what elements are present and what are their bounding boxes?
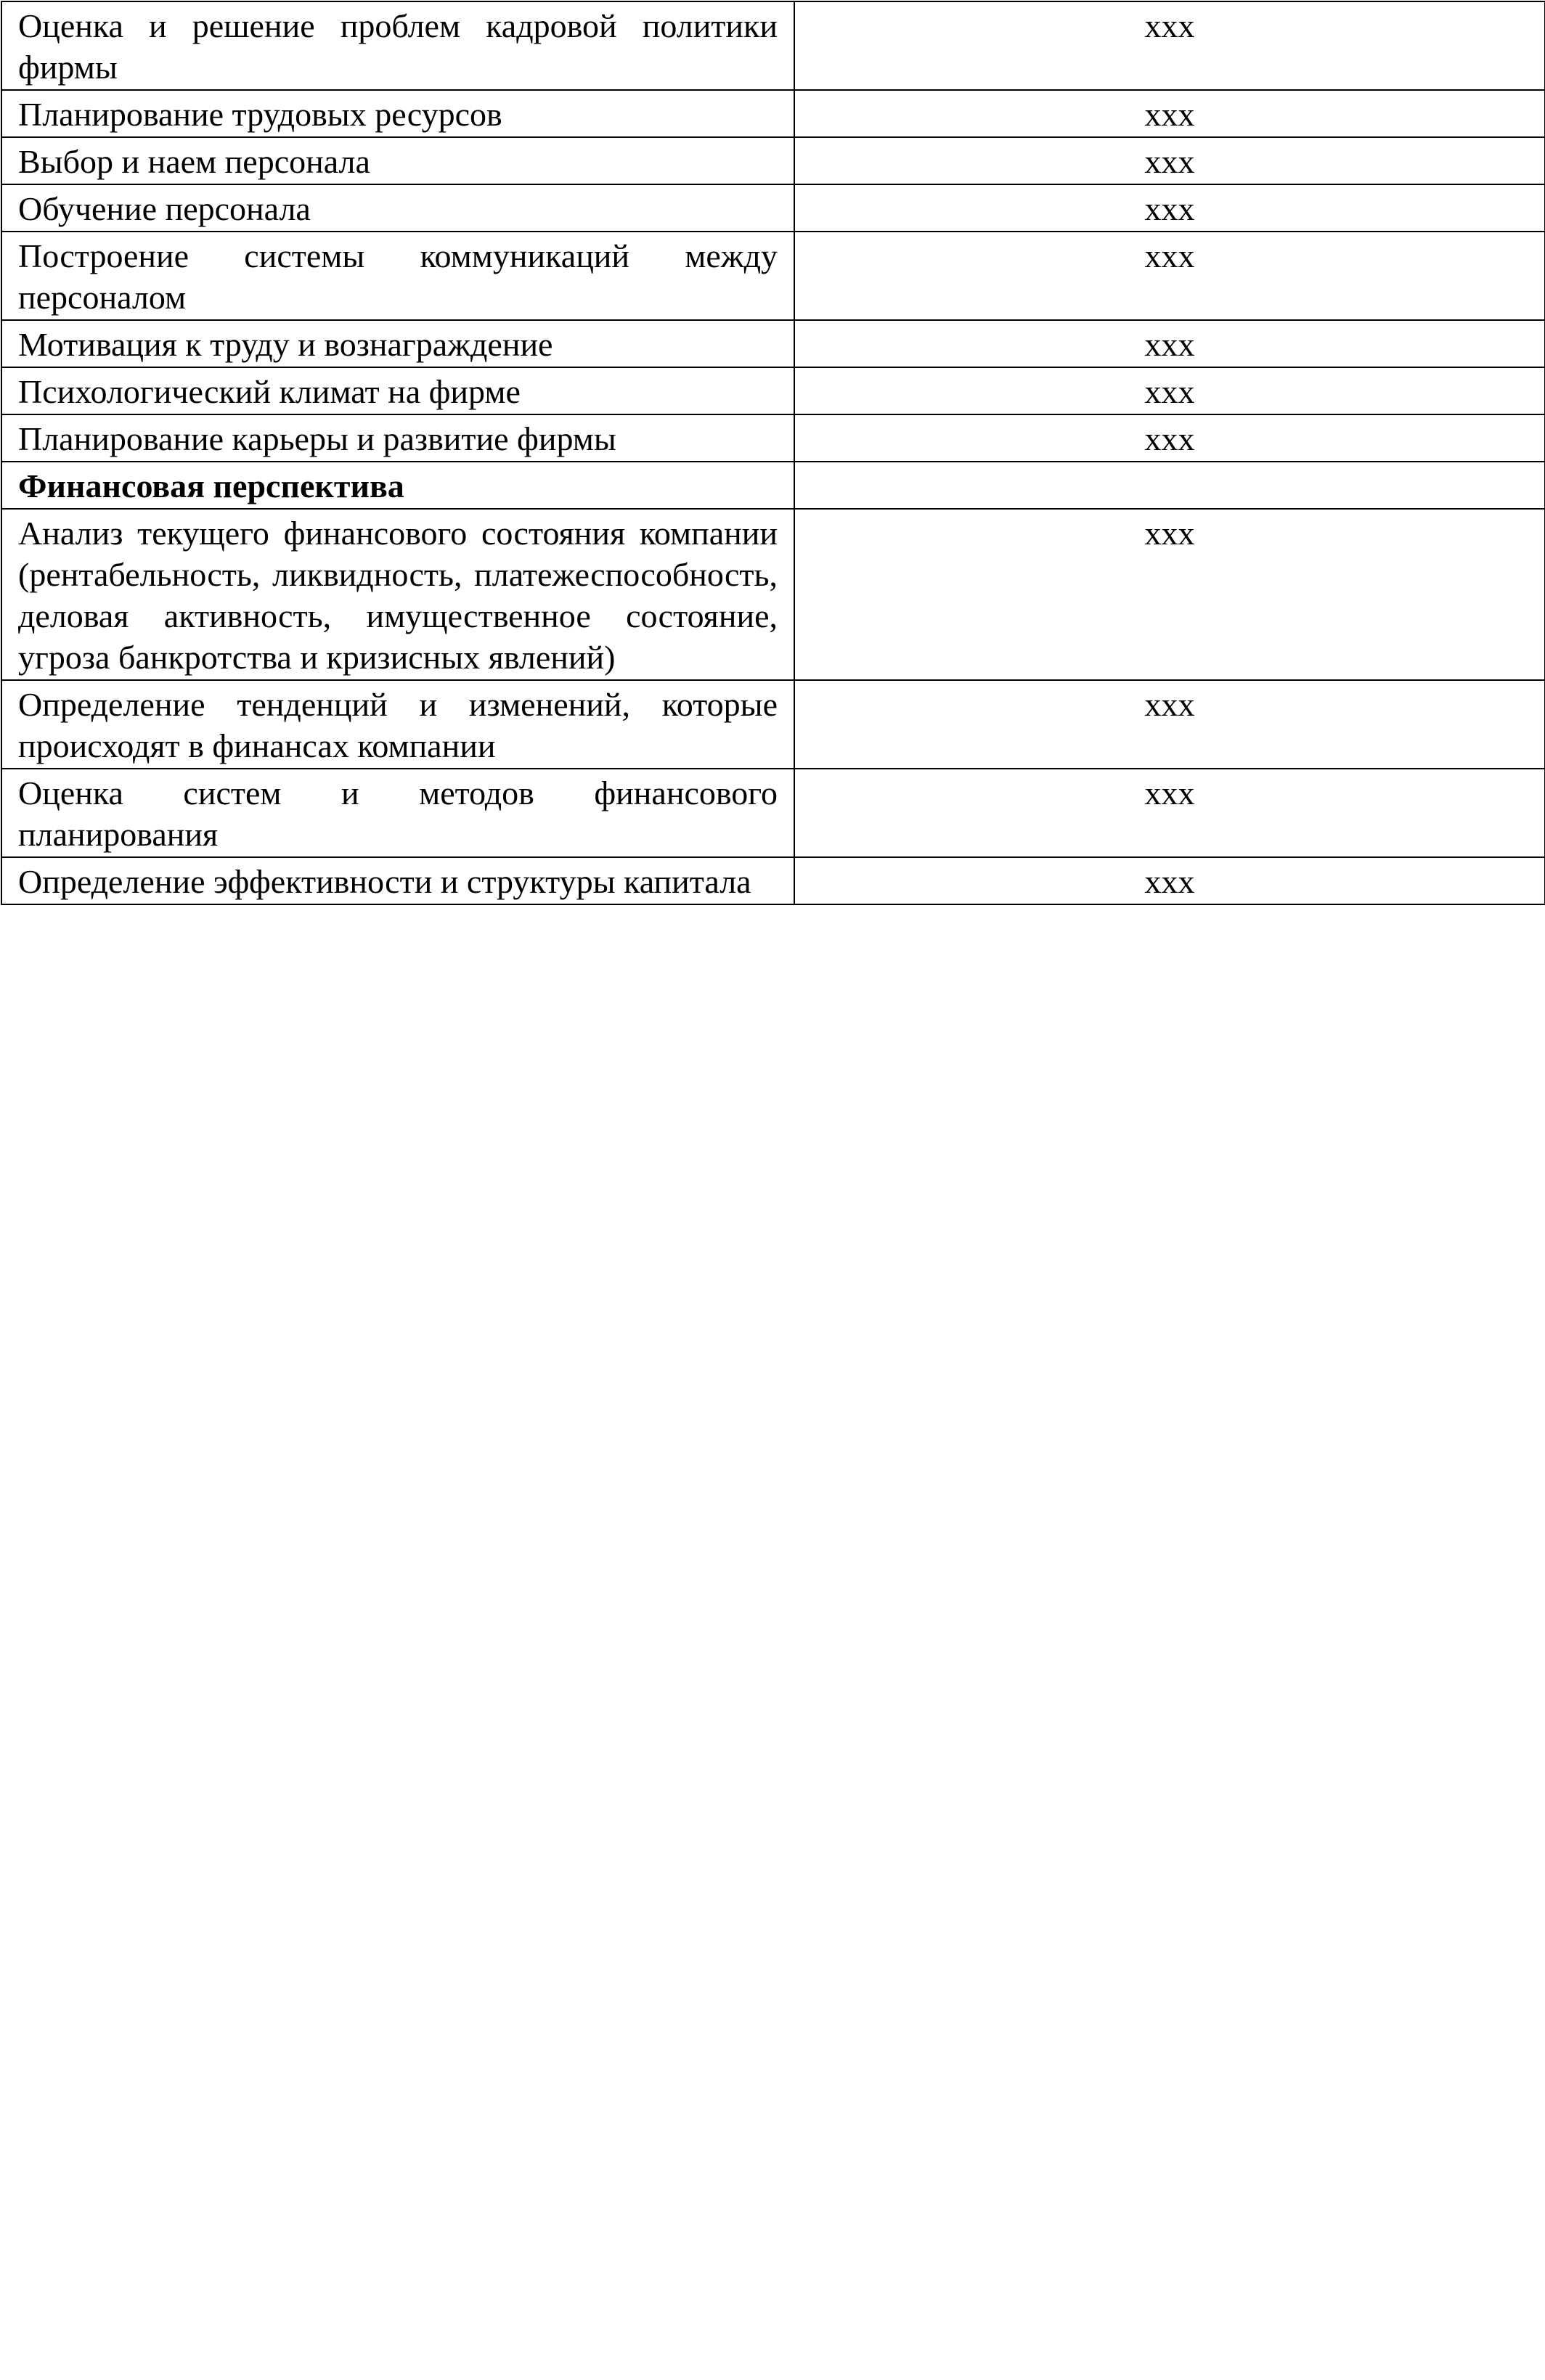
row-mark: ххх — [794, 769, 1545, 857]
row-description: Обучение персонала — [1, 184, 794, 232]
row-description: Оценка систем и методов финансового планирования — [1, 769, 794, 857]
row-mark: ххх — [794, 509, 1545, 680]
row-description: Планирование трудовых ресурсов — [1, 90, 794, 137]
table-row — [1, 90, 1545, 137]
row-mark: ххх — [794, 367, 1545, 414]
table-row — [1, 320, 1545, 367]
table-row — [1, 769, 1545, 857]
row-mark: ххх — [794, 680, 1545, 769]
section-header-row — [1, 462, 1545, 509]
table-row — [1, 857, 1545, 904]
table-row — [1, 137, 1545, 184]
row-mark: ххх — [794, 320, 1545, 367]
row-description: Определение эффективности и структуры капитала — [1, 857, 794, 904]
section-title: Финансовая перспектива — [1, 462, 794, 509]
row-mark: ххх — [794, 232, 1545, 320]
table-row — [1, 509, 1545, 680]
document-table — [1, 1, 1545, 905]
row-description: Анализ текущего финансового состояния компании (рентабельность, ликвидность, платежеспособность, деловая активность, имущественное состояние, угроза банкротства и кризисных явлений) — [1, 509, 794, 680]
row-mark: ххх — [794, 137, 1545, 184]
table-row — [1, 414, 1545, 462]
row-description: Мотивация к труду и вознаграждение — [1, 320, 794, 367]
row-description: Планирование карьеры и развитие фирмы — [1, 414, 794, 462]
row-description: Построение системы коммуникаций между персоналом — [1, 232, 794, 320]
table-row — [1, 680, 1545, 769]
row-mark: ххх — [794, 184, 1545, 232]
table-row — [1, 232, 1545, 320]
table-row — [1, 367, 1545, 414]
row-mark: ххх — [794, 1, 1545, 90]
table-row — [1, 184, 1545, 232]
row-mark: ххх — [794, 414, 1545, 462]
row-description: Выбор и наем персонала — [1, 137, 794, 184]
row-description: Психологический климат на фирме — [1, 367, 794, 414]
table-row — [1, 1, 1545, 90]
row-description: Определение тенденций и изменений, которые происходят в финансах компании — [1, 680, 794, 769]
row-description: Оценка и решение проблем кадровой политики фирмы — [1, 1, 794, 90]
row-mark — [794, 462, 1545, 509]
row-mark: ххх — [794, 857, 1545, 904]
row-mark: ххх — [794, 90, 1545, 137]
